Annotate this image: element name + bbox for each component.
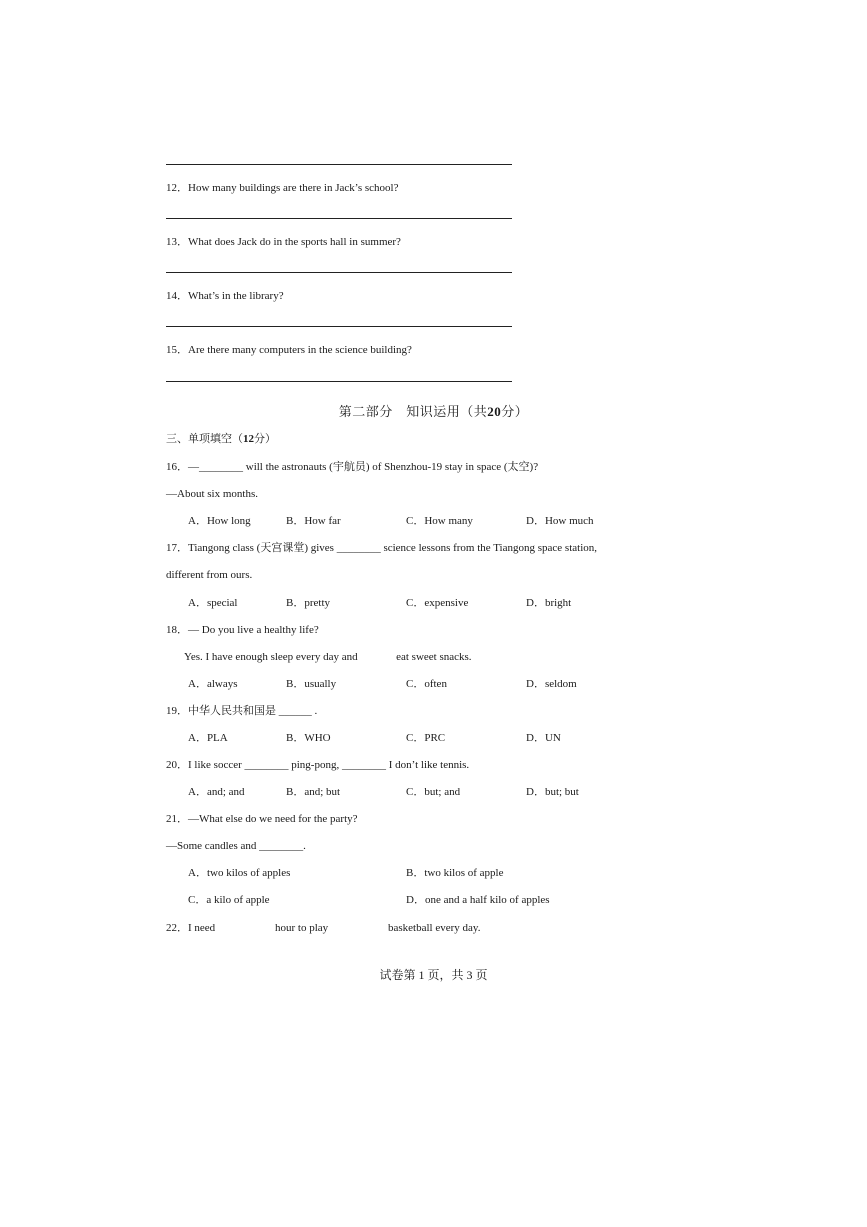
question-17-stem-continued: different from ours. [166,569,253,581]
option-c: C．How many [406,515,473,527]
question-20-stem: 20．I like soccer ________ ping-pong, ________ I don’t like tennis. [166,759,470,771]
answer-line [166,218,512,219]
question-14: 14．What’s in the library? [166,290,284,302]
part-heading: 第二部分 知识运用（共20分） [338,404,529,419]
question-18-stem: 18．— Do you live a healthy life? [166,624,319,636]
option-d: D．UN [526,732,561,744]
answer-line [166,381,512,382]
option-d: D．but; but [526,786,579,798]
question-13: 13．What does Jack do in the sports hall in summer? [166,236,401,248]
option-c: C．but; and [406,786,461,798]
option-a: A．How long [188,515,251,527]
question-22-stem-part1: 22．I need [166,922,216,934]
answer-line [166,326,512,327]
option-d: D．How much [526,515,594,527]
option-b: B．WHO [286,732,331,744]
option-c: C．often [406,678,447,690]
option-d: D．bright [526,597,572,609]
option-c: C．a kilo of apple [188,894,270,906]
option-b: B．pretty [286,597,330,609]
question-21-stem: 21．—What else do we need for the party? [166,813,358,825]
question-15: 15．Are there many computers in the science building? [166,344,412,356]
question-22-stem-part2: hour to play [275,922,329,934]
question-18-reply: Yes. I have enough sleep every day and eat sweet snacks. [184,651,472,663]
option-a: A．two kilos of apples [188,867,291,879]
question-17-stem: 17．Tiangong class (天宫课堂) gives ________ science lessons from the Tiangong space station, [166,542,597,554]
option-b: B．usually [286,678,337,690]
option-b: B．How far [286,515,341,527]
question-22-stem-part3: basketball every day. [388,922,481,934]
option-a: A．and; and [188,786,245,798]
option-a: A．special [188,597,238,609]
option-b: B．and; but [286,786,341,798]
question-16-reply: —About six months. [166,488,258,500]
answer-line [166,272,512,273]
question-12: 12．How many buildings are there in Jack’s school? [166,182,399,194]
question-19-stem: 19．中华人民共和国是 ______ . [166,705,318,717]
option-c: C．PRC [406,732,446,744]
answer-line [166,164,512,165]
option-d: D．seldom [526,678,577,690]
page-footer: 试卷第 1 页，共 3 页 [379,968,488,982]
question-16-stem: 16．—________ will the astronauts (宇航员) of Shenzhou-19 stay in space (太空)? [166,461,539,473]
option-c: C．expensive [406,597,469,609]
option-d: D．one and a half kilo of apples [406,894,550,906]
question-21-reply: —Some candles and ________. [166,840,306,852]
section-title: 三、单项填空（12分） [166,433,276,445]
option-a: A．PLA [188,732,228,744]
option-a: A．always [188,678,238,690]
option-b: B．two kilos of apple [406,867,504,879]
